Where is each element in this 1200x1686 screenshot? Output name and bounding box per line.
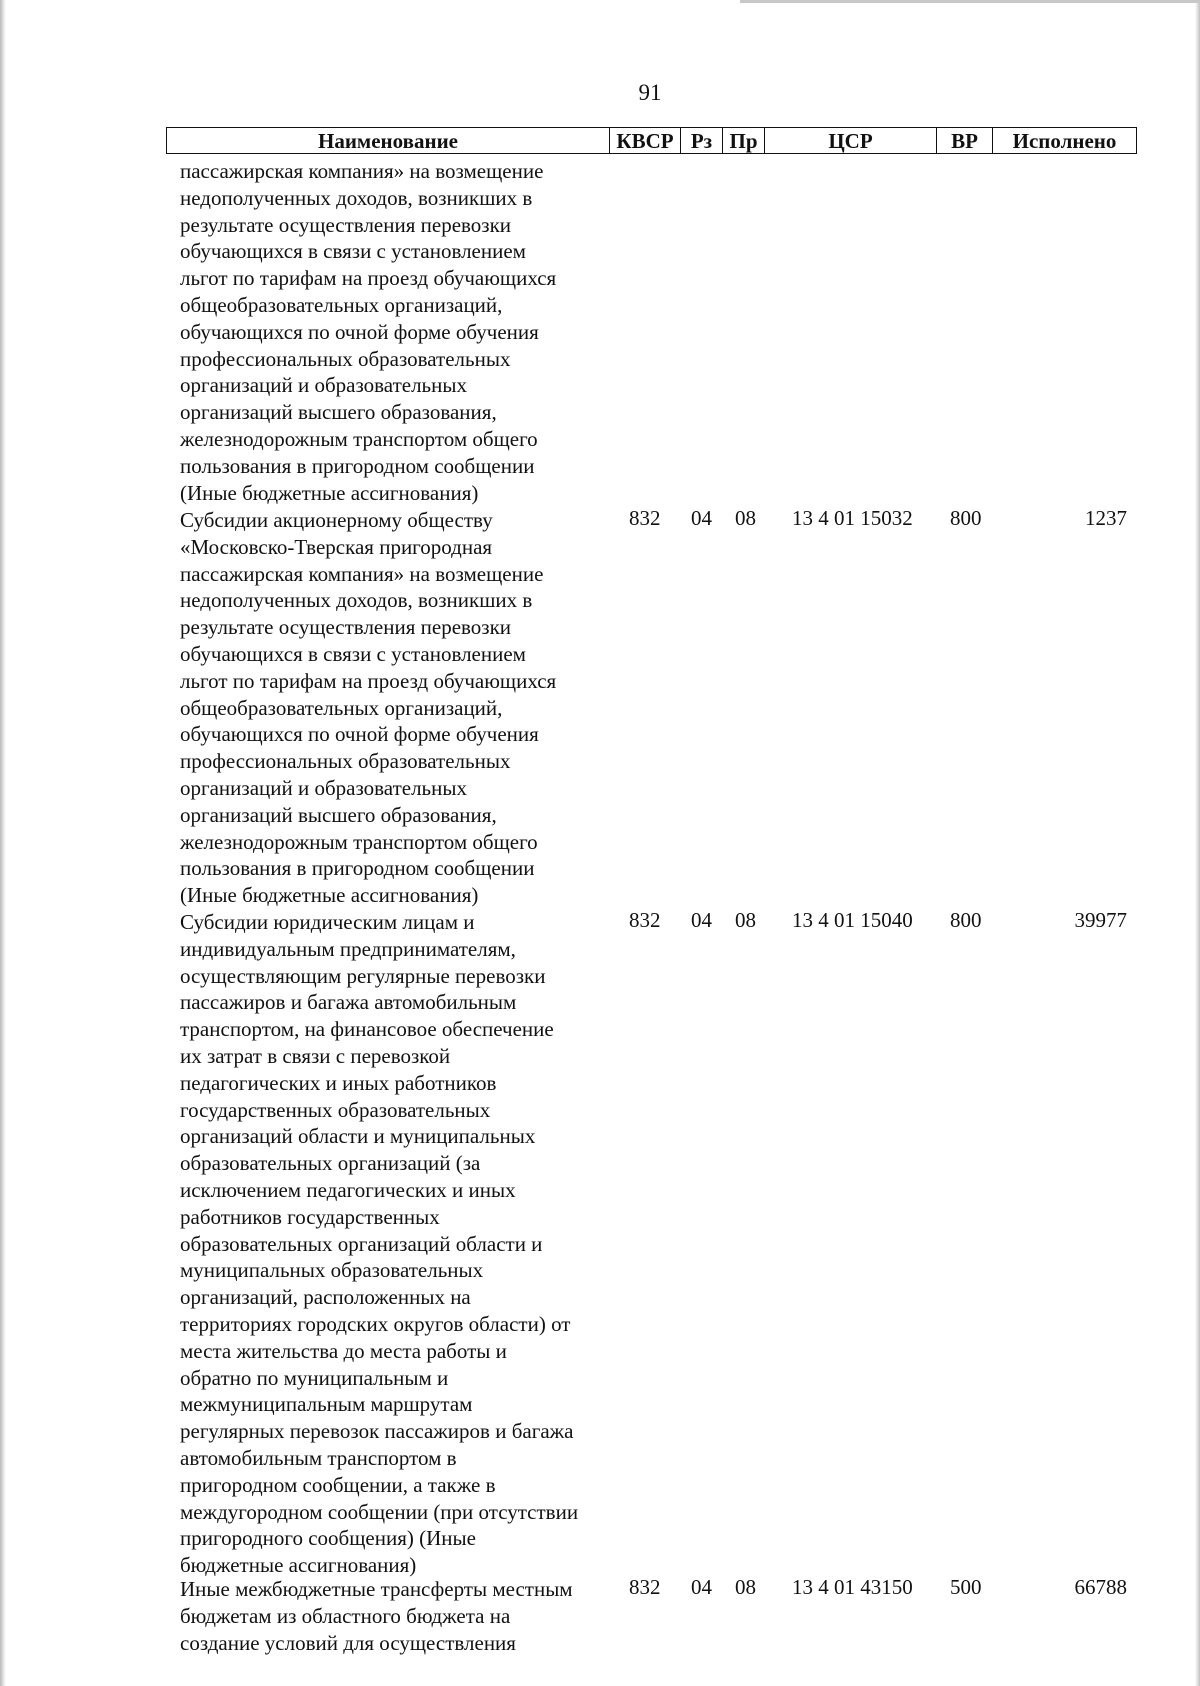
scan-edge-right bbox=[1195, 0, 1200, 1686]
name-line: пассажиров и багажа автомобильным bbox=[180, 990, 517, 1015]
name-line: организаций, расположенных на bbox=[180, 1285, 471, 1310]
name-line: обучающихся в связи с установлением bbox=[180, 239, 526, 264]
name-line: организаций высшего образования, bbox=[180, 400, 497, 425]
name-line: осуществляющим регулярные перевозки bbox=[180, 963, 546, 988]
row-3-kvsr: 832 bbox=[629, 1575, 661, 1599]
name-line: работников государственных bbox=[180, 1204, 440, 1229]
name-line: педагогических и иных работников bbox=[180, 1070, 497, 1095]
name-line: государственных образовательных bbox=[180, 1097, 491, 1122]
name-line: профессиональных образовательных bbox=[180, 749, 511, 774]
header-kvsr: КВСР bbox=[610, 128, 681, 153]
name-line: территориях городских округов области) от bbox=[180, 1311, 571, 1336]
row-1-kvsr: 832 bbox=[629, 506, 661, 530]
row-3-vr: 500 bbox=[950, 1575, 982, 1599]
name-line: пользования в пригородном сообщении bbox=[180, 453, 535, 478]
row-3-name bbox=[180, 1576, 610, 1656]
name-line: (Иные бюджетные ассигнования) bbox=[180, 883, 479, 908]
name-line: Субсидии юридическим лицам и bbox=[180, 910, 475, 934]
scan-edge-top bbox=[740, 0, 1200, 3]
row-2-rz: 04 bbox=[691, 908, 712, 932]
name-line: пользования в пригородном сообщении bbox=[180, 856, 535, 881]
name-line: обучающихся по очной форме обучения bbox=[180, 722, 539, 747]
name-line: обучающихся в связи с установлением bbox=[180, 641, 526, 666]
row-1-done: 1237 bbox=[1085, 506, 1127, 530]
name-line: регулярных перевозок пассажиров и багажа bbox=[180, 1419, 574, 1444]
name-line: «Московско-Тверская пригородная bbox=[180, 534, 493, 559]
header-csr: ЦСР bbox=[765, 128, 937, 153]
header-done: Исполнено bbox=[1012, 129, 1117, 153]
row-1-rz: 04 bbox=[691, 506, 712, 530]
row-3-csr: 13 4 01 43150 bbox=[792, 1575, 913, 1599]
name-line: организаций высшего образования, bbox=[180, 802, 497, 827]
name-line: общеобразовательных организаций, bbox=[180, 695, 503, 720]
row-1-csr: 13 4 01 15032 bbox=[792, 506, 913, 530]
row-3-pr: 08 bbox=[735, 1575, 756, 1599]
name-line: общеобразовательных организаций, bbox=[180, 292, 503, 317]
row-3-rz: 04 bbox=[691, 1575, 712, 1599]
row-1-name bbox=[180, 507, 610, 909]
name-line: междугородном сообщении (при отсутствии bbox=[180, 1499, 579, 1524]
row-2-vr: 800 bbox=[950, 908, 982, 932]
continued-row-name bbox=[180, 158, 610, 506]
name-line: пассажирская компания» на возмещение bbox=[180, 159, 544, 183]
header-pr: Пр bbox=[723, 128, 765, 153]
name-line: недополученных доходов, возникших в bbox=[180, 185, 533, 210]
name-line: железнодорожным транспортом общего bbox=[180, 426, 538, 451]
name-line: бюджетные ассигнования) bbox=[180, 1553, 417, 1578]
name-line: обучающихся по очной форме обучения bbox=[180, 319, 539, 344]
name-line: железнодорожным транспортом общего bbox=[180, 829, 538, 854]
name-line: пригородном сообщении, а также в bbox=[180, 1472, 496, 1497]
name-line: профессиональных образовательных bbox=[180, 346, 511, 371]
header-rz: Рз bbox=[681, 128, 723, 153]
name-line: льгот по тарифам на проезд обучающихся bbox=[180, 266, 557, 291]
name-line: создание условий для осуществления bbox=[180, 1630, 516, 1655]
row-2-csr: 13 4 01 15040 bbox=[792, 908, 913, 932]
name-line: индивидуальным предпринимателям, bbox=[180, 936, 516, 961]
name-line: автомобильным транспортом в bbox=[180, 1445, 457, 1470]
name-line: льгот по тарифам на проезд обучающихся bbox=[180, 668, 557, 693]
row-1-pr: 08 bbox=[735, 506, 756, 530]
name-line: Субсидии акционерному обществу bbox=[180, 508, 493, 532]
name-line: результате осуществления перевозки bbox=[180, 212, 512, 237]
row-2-pr: 08 bbox=[735, 908, 756, 932]
name-line: муниципальных образовательных bbox=[180, 1258, 484, 1283]
table-header bbox=[166, 127, 1137, 154]
name-line: образовательных организаций (за bbox=[180, 1151, 481, 1176]
header-name: Наименование bbox=[167, 128, 610, 153]
row-3-done: 66788 bbox=[1074, 1575, 1127, 1599]
name-line: пригородного сообщения) (Иные bbox=[180, 1526, 476, 1551]
row-2-done: 39977 bbox=[1074, 908, 1127, 932]
header-vr: ВР bbox=[937, 128, 993, 153]
name-line: места жительства до места работы и bbox=[180, 1338, 507, 1363]
name-line: исключением педагогических и иных bbox=[180, 1177, 516, 1202]
name-line: недополученных доходов, возникших в bbox=[180, 588, 533, 613]
row-1-vr: 800 bbox=[950, 506, 982, 530]
row-2-kvsr: 832 bbox=[629, 908, 661, 932]
scan-edge-left bbox=[0, 0, 6, 1686]
name-line: их затрат в связи с перевозкой bbox=[180, 1043, 451, 1068]
name-line: организаций области и муниципальных bbox=[180, 1124, 536, 1149]
page-number: 91 bbox=[638, 80, 662, 105]
name-line: пассажирская компания» на возмещение bbox=[180, 561, 544, 586]
name-line: организаций и образовательных bbox=[180, 373, 467, 398]
name-line: результате осуществления перевозки bbox=[180, 615, 512, 640]
name-line: обратно по муниципальным и bbox=[180, 1365, 449, 1390]
name-line: (Иные бюджетные ассигнования) bbox=[180, 480, 479, 505]
row-2-name bbox=[180, 909, 610, 1579]
name-line: организаций и образовательных bbox=[180, 775, 467, 800]
name-line: бюджетам из областного бюджета на bbox=[180, 1603, 511, 1628]
name-line: Иные межбюджетные трансферты местным bbox=[180, 1577, 573, 1601]
name-line: образовательных организаций области и bbox=[180, 1231, 543, 1256]
name-line: транспортом, на финансовое обеспечение bbox=[180, 1017, 554, 1042]
name-line: межмуниципальным маршрутам bbox=[180, 1392, 473, 1417]
